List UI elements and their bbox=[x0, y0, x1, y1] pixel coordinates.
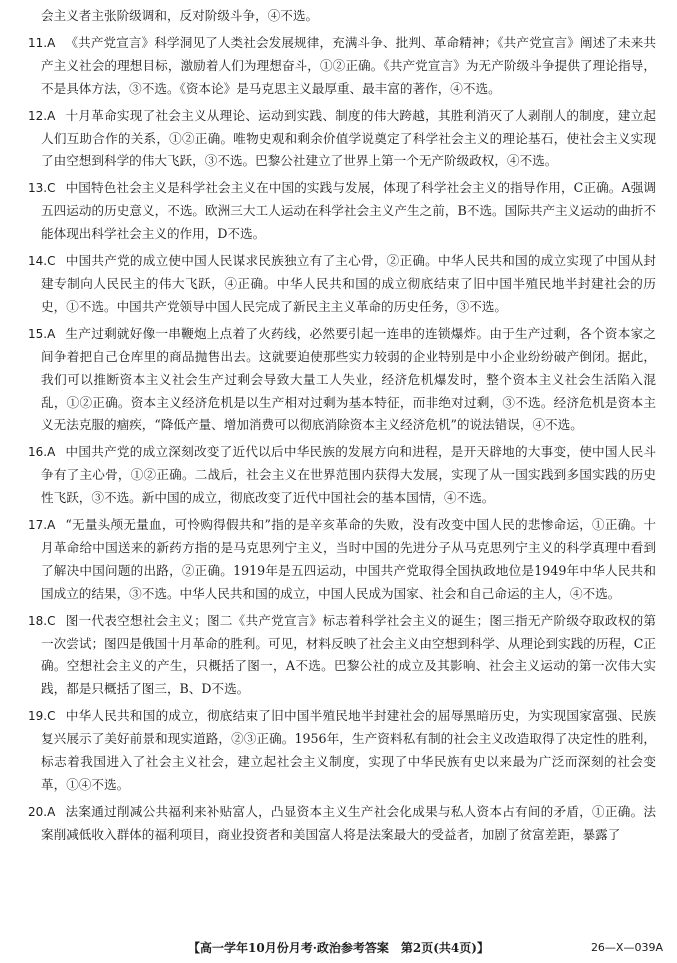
footer-code: 26—X—039A bbox=[590, 941, 663, 954]
answer-item bbox=[28, 514, 656, 606]
question-number: 20. bbox=[28, 804, 48, 819]
footer-title: 【高一学年10月份月考·政治参考答案 第2页(共4页)】 bbox=[188, 941, 489, 955]
answer-item bbox=[28, 705, 656, 797]
continued-line: 会主义者主张阶级调和，反对阶级斗争，④不选。 bbox=[41, 8, 319, 23]
question-number: 14. bbox=[28, 254, 48, 269]
explanation-text: 法案通过削减公共福利来补贴富人，凸显资本主义生产社会化成果与私人资本占有间的矛盾，①正确。法案削减低收入群体的福利项目，商业投资者和美国富人将是法案最大的受益者，加剧了贫富差距，暴露了 bbox=[41, 803, 656, 842]
answer-item bbox=[28, 250, 656, 319]
answer-letter: C bbox=[47, 709, 56, 724]
question-number: 15. bbox=[28, 326, 48, 341]
answer-item bbox=[28, 32, 656, 101]
explanation-text: 中国共产党的成立使中国人民谋求民族独立有了主心骨，②正确。中华人民共和国的成立实现了中国从封建专制向人民民主的伟大飞跃，④正确。中华人民共和国的成立彻底结束了旧中国半殖民地半封建社会的历史，①不选。中国共产党领导中国人民完成了新民主主义革命的历史任务，③不选。 bbox=[41, 253, 656, 314]
question-number: 18. bbox=[28, 613, 48, 628]
answer-item bbox=[28, 801, 656, 847]
explanation-text: 中国共产党的成立深刻改变了近代以后中华民族的发展方向和进程，是开天辟地的大事变，使中国人民斗争有了主心骨，①②正确。二战后，社会主义在世界范围内获得大发展，实现了从一国实践到多国实践的历史性飞跃，③不选。新中国的成立，彻底改变了近代中国社会的基本国情，④不选。 bbox=[41, 444, 656, 506]
question-number: 12. bbox=[28, 108, 48, 123]
answer-content bbox=[28, 5, 656, 851]
answer-letter: A bbox=[47, 326, 56, 341]
explanation-text: 中国特色社会主义是科学社会主义在中国的实践与发展，体现了科学社会主义的指导作用，C正确。A强调五四运动的历史意义，不选。欧洲三大工人运动在科学社会主义产生之前，B不选。国际共产主义运动的曲折不能体现出科学社会主义的作用，D不选。 bbox=[41, 180, 656, 242]
answer-letter: A bbox=[47, 108, 56, 123]
question-number: 13. bbox=[28, 181, 48, 196]
answer-list bbox=[28, 32, 656, 847]
explanation-text: 十月革命实现了社会主义从理论、运动到实践、制度的伟大跨越，其胜利消灭了人剥削人的制度，建立起人们互助合作的关系，①②正确。唯物史观和剩余价值学说奠定了科学社会主义的理论基石，使社会主义实现了由空想到科学的伟大飞跃，③不选。巴黎公社建立了世界上第一个无产阶级政权，④不选。 bbox=[41, 107, 656, 169]
page-footer bbox=[0, 938, 677, 958]
answer-item bbox=[28, 105, 656, 174]
answer-item bbox=[28, 177, 656, 246]
answer-letter: C bbox=[47, 181, 56, 196]
explanation-text: 生产过剩就好像一串鞭炮上点着了火药线，必然要引起一连串的连锁爆炸。由于生产过剩，各个资本家之间争着把自己仓库里的商品抛售出去。这就要迫使那些实力较弱的企业特别是中小企业纷纷破产倒闭。据此，我们可以推断资本主义社会生产过剩会导致大量工人失业，经济危机爆发时，整个资本主义社会生活陷入混乱，①②正确。资本主义经济危机是以生产相对过剩为基本特征，而非绝对过剩，③不选。经济危机是资本主义无法克服的痼疾，“降低产量、增加消费可以彻底消除资本主义经济危机”的说法错误，④不选。 bbox=[41, 325, 656, 433]
explanation-text: 《共产党宣言》科学洞见了人类社会发展规律，充满斗争、批判、革命精神；《共产党宣言》阐述了未来共产主义社会的理想目标，激励着人们为理想奋斗，①②正确。《共产党宣言》为无产阶级斗争提供了理论指导，不是具体方法，③不选。《资本论》是马克思主义最厚重、最丰富的著作，④不选。 bbox=[41, 34, 656, 96]
answer-letter: A bbox=[47, 804, 56, 819]
answer-item bbox=[28, 441, 656, 510]
explanation-text: 图一代表空想社会主义；图二《共产党宣言》标志着科学社会主义的诞生；图三指无产阶级夺取政权的第一次尝试；图四是俄国十月革命的胜利。可见，材料反映了社会主义由空想到科学、从理论到实践的历程，C正确。空想社会主义的产生，只概括了图一，A不选。巴黎公社的成立及其影响、社会主义运动的第一次伟大实践，都是只概括了图三，B、D不选。 bbox=[41, 612, 656, 697]
question-number: 11. bbox=[28, 35, 48, 50]
answer-letter: A bbox=[47, 445, 56, 460]
answer-letter: C bbox=[47, 254, 56, 269]
explanation-text: 中华人民共和国的成立，彻底结束了旧中国半殖民地半封建社会的屈辱黑暗历史，为实现国家富强、民族复兴展示了美好前景和现实道路，②③正确。1956年，生产资料私有制的社会主义改造取得了决定性的胜利，标志着我国进入了社会主义社会，建立起社会主义制度，实现了中华民族有史以来最为广泛而深刻的社会变革，①④不选。 bbox=[41, 708, 656, 792]
question-number: 19. bbox=[28, 709, 48, 724]
answer-item bbox=[28, 323, 656, 438]
answer-item bbox=[28, 610, 656, 702]
answer-letter: A bbox=[47, 35, 56, 50]
answer-letter: C bbox=[47, 613, 56, 628]
question-number: 16. bbox=[28, 445, 48, 460]
question-number: 17. bbox=[28, 518, 48, 533]
answer-letter: A bbox=[47, 518, 56, 533]
explanation-text: “无量头颅无量血，可怜购得假共和”指的是辛亥革命的失败，没有改变中国人民的悲惨命运，①正确。十月革命给中国送来的新药方指的是马克思列宁主义，当时中国的先进分子从马克思列宁主义的科学真理中看到了解决中国问题的出路，②正确。1919年是五四运动，中国共产党取得全国执政地位是1949年中华人民共和国成立的结果，③不选。中华人民共和国的成立，中国人民成为国家、社会和自己命运的主人，④不选。 bbox=[41, 517, 656, 601]
